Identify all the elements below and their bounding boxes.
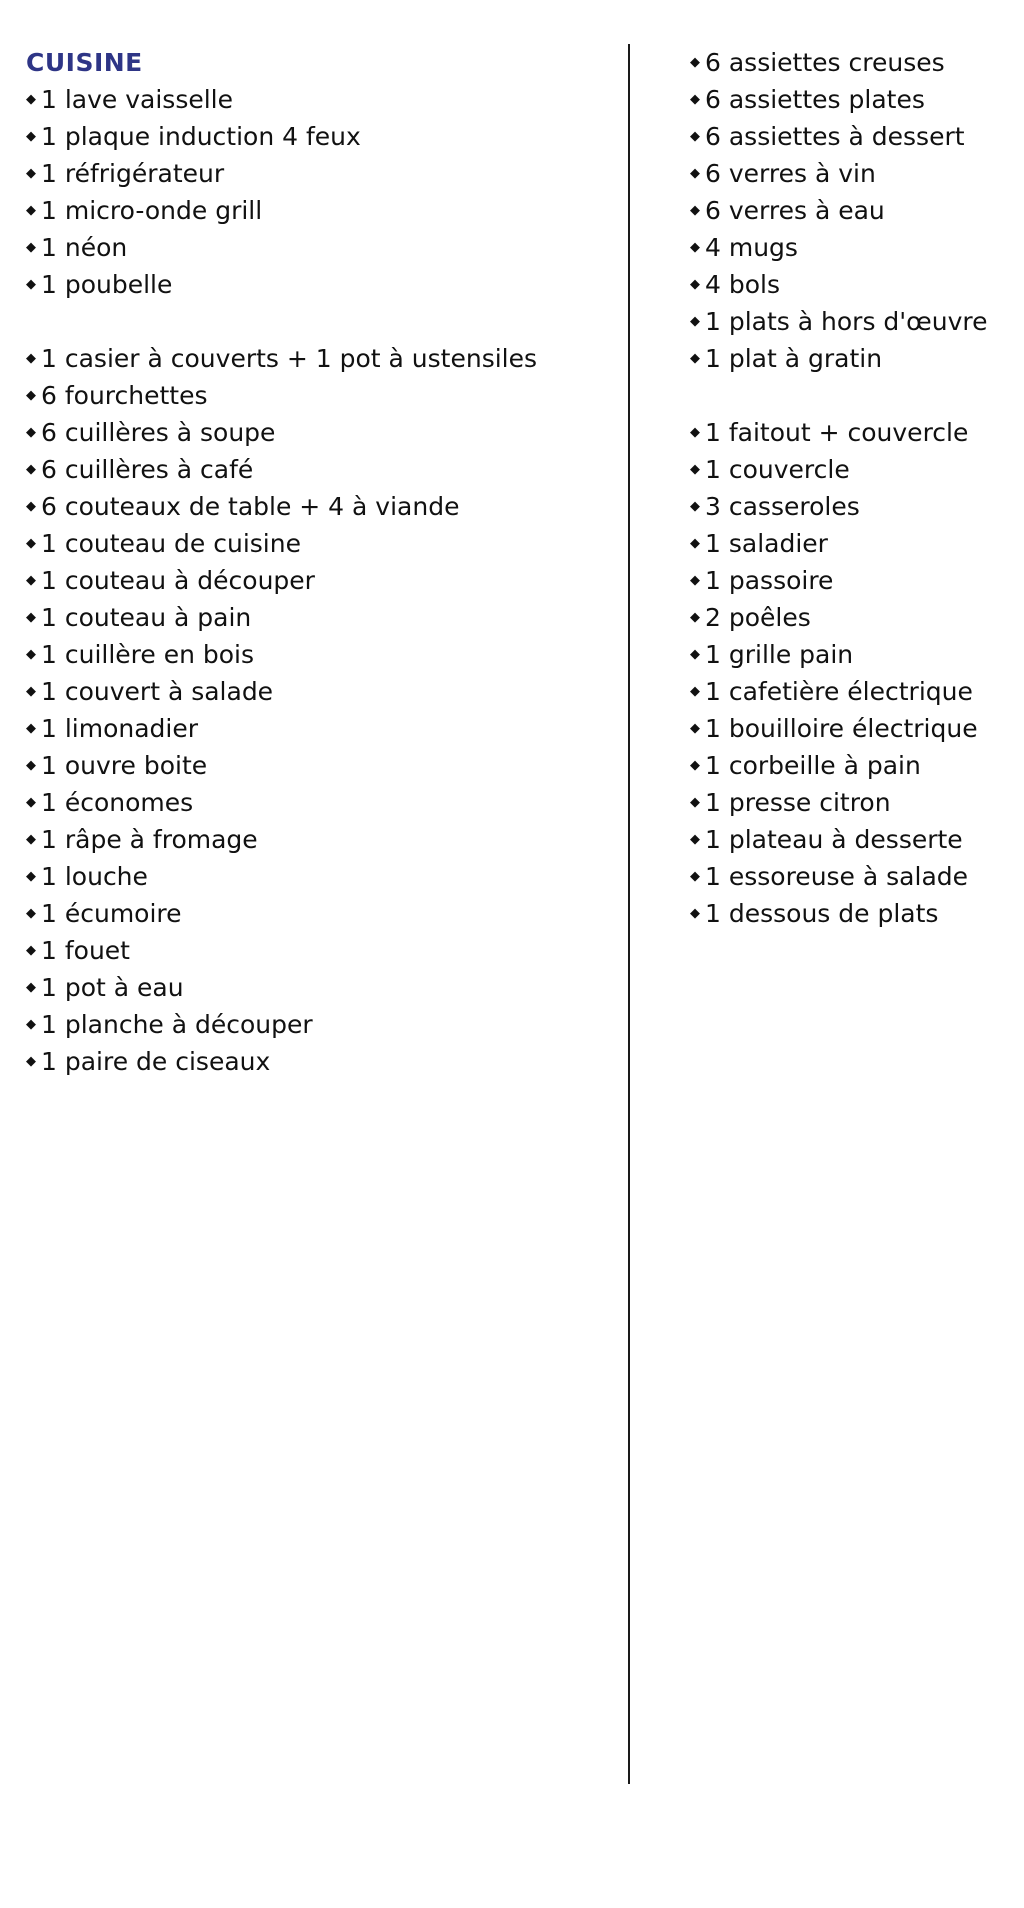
item-label: 1 casier à couverts + 1 pot à ustensiles xyxy=(41,344,538,373)
list-item xyxy=(690,895,1010,932)
diamond-bullet-icon: ◆ xyxy=(690,462,700,477)
list-item xyxy=(26,969,616,1006)
list-gap xyxy=(690,377,1010,414)
diamond-bullet-icon: ◆ xyxy=(26,92,36,107)
item-label: 1 corbeille à pain xyxy=(705,751,921,780)
list-item xyxy=(690,266,1010,303)
diamond-bullet-icon: ◆ xyxy=(690,684,700,699)
diamond-bullet-icon: ◆ xyxy=(26,129,36,144)
item-label: 6 cuillères à soupe xyxy=(41,418,276,447)
diamond-bullet-icon: ◆ xyxy=(26,1054,36,1069)
item-label: 6 cuillères à café xyxy=(41,455,254,484)
column-divider xyxy=(628,44,630,1784)
item-label: 1 louche xyxy=(41,862,148,891)
list-item xyxy=(26,932,616,969)
item-label: 1 grille pain xyxy=(705,640,854,669)
diamond-bullet-icon: ◆ xyxy=(26,647,36,662)
list-item xyxy=(26,451,616,488)
list-item xyxy=(26,636,616,673)
diamond-bullet-icon: ◆ xyxy=(690,240,700,255)
diamond-bullet-icon: ◆ xyxy=(690,92,700,107)
item-label: 1 paire de ciseaux xyxy=(41,1047,271,1076)
item-label: 1 plat à gratin xyxy=(705,344,883,373)
diamond-bullet-icon: ◆ xyxy=(690,721,700,736)
list-item xyxy=(26,525,616,562)
item-label: 1 pot à eau xyxy=(41,973,184,1002)
diamond-bullet-icon: ◆ xyxy=(690,795,700,810)
item-label: 6 assiettes plates xyxy=(705,85,925,114)
item-label: 1 plaque induction 4 feux xyxy=(41,122,361,151)
list-item xyxy=(690,673,1010,710)
list-item xyxy=(690,562,1010,599)
diamond-bullet-icon: ◆ xyxy=(690,277,700,292)
list-item xyxy=(690,44,1010,81)
diamond-bullet-icon: ◆ xyxy=(690,351,700,366)
diamond-bullet-icon: ◆ xyxy=(690,758,700,773)
list-item xyxy=(690,525,1010,562)
diamond-bullet-icon: ◆ xyxy=(26,832,36,847)
item-label: 1 bouilloire électrique xyxy=(705,714,978,743)
diamond-bullet-icon: ◆ xyxy=(690,55,700,70)
item-label: 6 fourchettes xyxy=(41,381,208,410)
diamond-bullet-icon: ◆ xyxy=(26,795,36,810)
diamond-bullet-icon: ◆ xyxy=(690,906,700,921)
list-item xyxy=(690,599,1010,636)
section-heading-cuisine: CUISINE xyxy=(26,48,143,77)
item-label: 1 micro-onde grill xyxy=(41,196,263,225)
item-label: 1 cuillère en bois xyxy=(41,640,255,669)
item-label: 1 écumoire xyxy=(41,899,182,928)
list-item xyxy=(26,192,616,229)
list-item xyxy=(690,414,1010,451)
item-label: 1 essoreuse à salade xyxy=(705,862,969,891)
list-item xyxy=(26,747,616,784)
item-label: 1 cafetière électrique xyxy=(705,677,973,706)
diamond-bullet-icon: ◆ xyxy=(690,166,700,181)
diamond-bullet-icon: ◆ xyxy=(26,573,36,588)
list-item xyxy=(690,303,1010,340)
item-label: 3 casseroles xyxy=(705,492,860,521)
diamond-bullet-icon: ◆ xyxy=(690,647,700,662)
diamond-bullet-icon: ◆ xyxy=(690,536,700,551)
diamond-bullet-icon: ◆ xyxy=(26,499,36,514)
item-label: 6 verres à vin xyxy=(705,159,876,188)
list-item xyxy=(26,895,616,932)
list-item xyxy=(690,81,1010,118)
item-label: 1 couteau à pain xyxy=(41,603,252,632)
diamond-bullet-icon: ◆ xyxy=(690,573,700,588)
item-label: 1 néon xyxy=(41,233,128,262)
diamond-bullet-icon: ◆ xyxy=(690,499,700,514)
list-item xyxy=(690,340,1010,377)
list-item xyxy=(26,118,616,155)
item-label: 1 passoire xyxy=(705,566,834,595)
item-label: 1 presse citron xyxy=(705,788,891,817)
list-item xyxy=(690,636,1010,673)
list-item xyxy=(26,710,616,747)
item-label: 1 couteau à découper xyxy=(41,566,315,595)
list-item xyxy=(26,821,616,858)
list-item xyxy=(690,155,1010,192)
diamond-bullet-icon: ◆ xyxy=(26,166,36,181)
diamond-bullet-icon: ◆ xyxy=(26,277,36,292)
item-label: 2 poêles xyxy=(705,603,811,632)
list-item xyxy=(26,266,616,303)
list-item xyxy=(26,562,616,599)
list-gap xyxy=(26,303,616,340)
list-item xyxy=(26,155,616,192)
list-item xyxy=(26,340,616,377)
list-item xyxy=(26,377,616,414)
list-item xyxy=(26,1043,616,1080)
right-column xyxy=(690,44,1010,932)
item-label: 6 verres à eau xyxy=(705,196,885,225)
diamond-bullet-icon: ◆ xyxy=(690,425,700,440)
item-label: 1 économes xyxy=(41,788,194,817)
item-label: 1 planche à découper xyxy=(41,1010,313,1039)
diamond-bullet-icon: ◆ xyxy=(26,1017,36,1032)
item-label: 1 râpe à fromage xyxy=(41,825,258,854)
diamond-bullet-icon: ◆ xyxy=(26,980,36,995)
diamond-bullet-icon: ◆ xyxy=(26,425,36,440)
diamond-bullet-icon: ◆ xyxy=(690,610,700,625)
list-item xyxy=(26,81,616,118)
diamond-bullet-icon: ◆ xyxy=(690,832,700,847)
list-item xyxy=(26,784,616,821)
list-item xyxy=(690,710,1010,747)
item-label: 1 plateau à desserte xyxy=(705,825,963,854)
item-label: 6 couteaux de table + 4 à viande xyxy=(41,492,460,521)
diamond-bullet-icon: ◆ xyxy=(26,203,36,218)
item-label: 1 lave vaisselle xyxy=(41,85,234,114)
list-item xyxy=(690,229,1010,266)
diamond-bullet-icon: ◆ xyxy=(690,203,700,218)
list-item xyxy=(690,451,1010,488)
diamond-bullet-icon: ◆ xyxy=(690,129,700,144)
item-label: 1 couteau de cuisine xyxy=(41,529,301,558)
list-item xyxy=(690,784,1010,821)
diamond-bullet-icon: ◆ xyxy=(26,943,36,958)
item-label: 1 dessous de plats xyxy=(705,899,939,928)
diamond-bullet-icon: ◆ xyxy=(26,240,36,255)
item-label: 1 réfrigérateur xyxy=(41,159,225,188)
diamond-bullet-icon: ◆ xyxy=(690,314,700,329)
item-label: 1 poubelle xyxy=(41,270,173,299)
list-item xyxy=(26,858,616,895)
item-label: 1 couvert à salade xyxy=(41,677,274,706)
right-item-list xyxy=(690,44,1010,932)
list-item xyxy=(26,1006,616,1043)
list-item xyxy=(690,488,1010,525)
list-item xyxy=(26,229,616,266)
list-item xyxy=(26,599,616,636)
item-label: 6 assiettes creuses xyxy=(705,48,945,77)
list-item xyxy=(26,414,616,451)
list-item xyxy=(690,192,1010,229)
list-item xyxy=(690,118,1010,155)
diamond-bullet-icon: ◆ xyxy=(26,758,36,773)
diamond-bullet-icon: ◆ xyxy=(26,462,36,477)
list-item xyxy=(690,821,1010,858)
list-item xyxy=(690,858,1010,895)
item-label: 4 mugs xyxy=(705,233,798,262)
diamond-bullet-icon: ◆ xyxy=(26,684,36,699)
item-label: 1 limonadier xyxy=(41,714,199,743)
diamond-bullet-icon: ◆ xyxy=(26,536,36,551)
item-label: 1 fouet xyxy=(41,936,130,965)
item-label: 1 ouvre boite xyxy=(41,751,208,780)
left-item-list xyxy=(26,81,616,1080)
diamond-bullet-icon: ◆ xyxy=(26,869,36,884)
list-item xyxy=(26,673,616,710)
item-label: 1 couvercle xyxy=(705,455,850,484)
list-item xyxy=(690,747,1010,784)
diamond-bullet-icon: ◆ xyxy=(26,351,36,366)
item-label: 4 bols xyxy=(705,270,780,299)
diamond-bullet-icon: ◆ xyxy=(26,906,36,921)
item-label: 1 faitout + couvercle xyxy=(705,418,969,447)
item-label: 1 plats à hors d'œuvre xyxy=(705,307,988,336)
diamond-bullet-icon: ◆ xyxy=(26,388,36,403)
diamond-bullet-icon: ◆ xyxy=(26,610,36,625)
item-label: 6 assiettes à dessert xyxy=(705,122,965,151)
list-item xyxy=(26,488,616,525)
diamond-bullet-icon: ◆ xyxy=(690,869,700,884)
diamond-bullet-icon: ◆ xyxy=(26,721,36,736)
left-column xyxy=(26,44,616,1080)
item-label: 1 saladier xyxy=(705,529,828,558)
